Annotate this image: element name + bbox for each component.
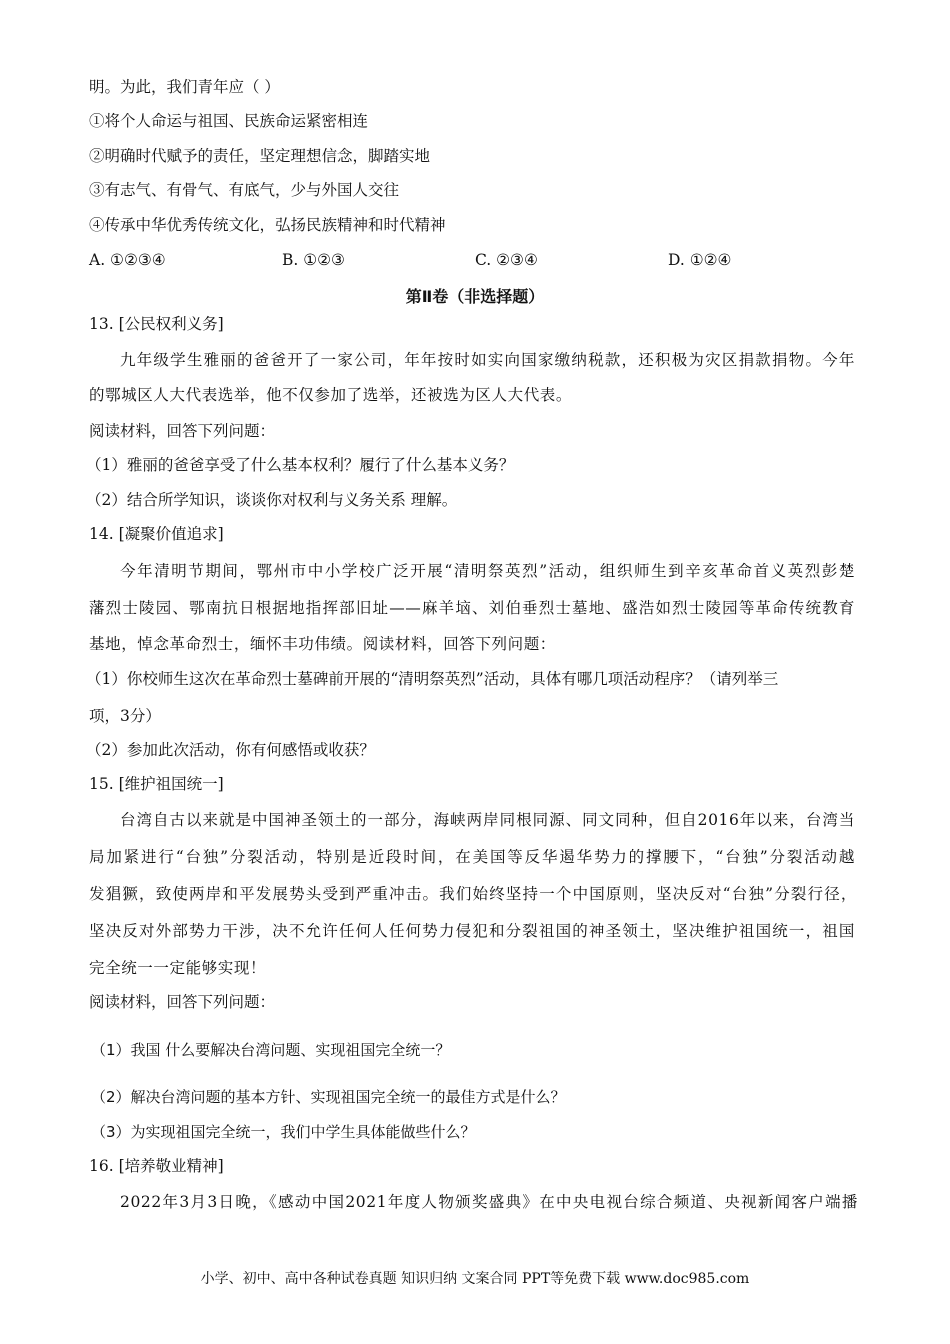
q12-option-4: ④传承中华优秀传统文化，弘扬民族精神和时代精神 xyxy=(89,216,446,234)
q15-prompt: 阅读材料，回答下列问题： xyxy=(89,993,276,1011)
q15-question-1: （1）我国 什么要解决台湾问题、实现祖国完全统一？ xyxy=(91,1041,451,1059)
q13-material-line-1: 九年级学生雅丽的爸爸开了一家公司，年年按时如实向国家缴纳税款，还积极为灾区捐款捐物。今年 xyxy=(120,351,855,369)
q13-prompt: 阅读材料，回答下列问题： xyxy=(89,422,276,440)
q15-header: 15. [维护祖国统一] xyxy=(89,775,224,793)
q14-question-1: （1）你校师生这次在革命烈士墓碑前开展的“清明祭英烈”活动，具体有哪几项活动程序？（请列举三 xyxy=(86,670,779,688)
q15-material-line-2: 局加紧进行“台独”分裂活动，特别是近段时间，在美国等反华遏华势力的撑腰下，“台独”分裂活动越 xyxy=(89,848,855,866)
q12-choice-c: C. ②③④ xyxy=(475,251,538,269)
section-title: 第Ⅱ卷（非选择题） xyxy=(405,287,545,306)
q13-question-1: （1）雅丽的爸爸享受了什么基本权利？履行了什么基本义务？ xyxy=(86,456,515,474)
q15-material-line-1: 台湾自古以来就是中国神圣领土的一部分，海峡两岸同根同源、同文同种，但自2016年以来，台湾当 xyxy=(120,811,855,829)
q14-material-line-3: 基地，悼念革命烈士，缅怀丰功伟绩。阅读材料，回答下列问题： xyxy=(89,635,556,653)
q15-material-line-3: 发猖獗，致使两岸和平发展势头受到严重冲击。我们始终坚持一个中国原则，坚决反对“台独”分裂行径， xyxy=(89,885,857,903)
q12-choice-a: A. ①②③④ xyxy=(89,251,166,269)
q15-question-3: （3）为实现祖国完全统一，我们中学生具体能做些什么？ xyxy=(91,1123,476,1141)
q15-material-line-4: 坚决反对外部势力干涉，决不允许任何人任何势力侵犯和分裂祖国的神圣领土，坚决维护祖国统一，祖国 xyxy=(89,922,855,940)
q15-material-line-5: 完全统一一定能够实现！ xyxy=(89,959,267,977)
q14-material-line-1: 今年清明节期间，鄂州市中小学校广泛开展“清明祭英烈”活动，组织师生到辛亥革命首义英烈彭楚 xyxy=(120,562,855,580)
q12-option-2: ②明确时代赋予的责任，坚定理想信念，脚踏实地 xyxy=(89,147,431,165)
q14-question-2: （2）参加此次活动，你有何感悟或收获？ xyxy=(86,741,375,759)
q12-choice-d: D. ①②④ xyxy=(668,251,732,269)
q13-header: 13. [公民权利义务] xyxy=(89,315,224,333)
q14-material-line-2: 藩烈士陵园、鄂南抗日根据地指挥部旧址——麻羊垴、刘伯垂烈士墓地、盛浩如烈士陵园等革命传统教育 xyxy=(89,599,855,617)
q12-stem-tail: 明。为此，我们青年应（ ） xyxy=(89,78,280,96)
q14-header: 14. [凝聚价值追求] xyxy=(89,525,224,543)
q12-option-3: ③有志气、有骨气、有底气，少与外国人交往 xyxy=(89,181,400,199)
q12-choice-b: B. ①②③ xyxy=(282,251,345,269)
q13-question-2: （2）结合所学知识，谈谈你对权利与义务关系 理解。 xyxy=(86,491,458,509)
q12-option-1: ①将个人命运与祖国、民族命运紧密相连 xyxy=(89,112,369,130)
page-footer: 小学、初中、高中各种试卷真题 知识归纳 文案合同 PPT等免费下载 www.doc985.com xyxy=(200,1271,750,1287)
q13-material-line-2: 的鄂城区人大代表选举，他不仅参加了选举，还被选为区人大代表。 xyxy=(89,386,573,404)
q15-question-2: （2）解决台湾问题的基本方针、实现祖国完全统一的最佳方式是什么？ xyxy=(91,1088,566,1106)
q16-material-line-1: 2022年3月3日晚，《感动中国2021年度人物颁奖盛典》在中央电视台综合频道、央视新闻客户端播 xyxy=(120,1193,858,1211)
q16-header: 16. [培养敬业精神] xyxy=(89,1157,224,1175)
q14-question-1-cont: 项，3分） xyxy=(89,707,161,725)
